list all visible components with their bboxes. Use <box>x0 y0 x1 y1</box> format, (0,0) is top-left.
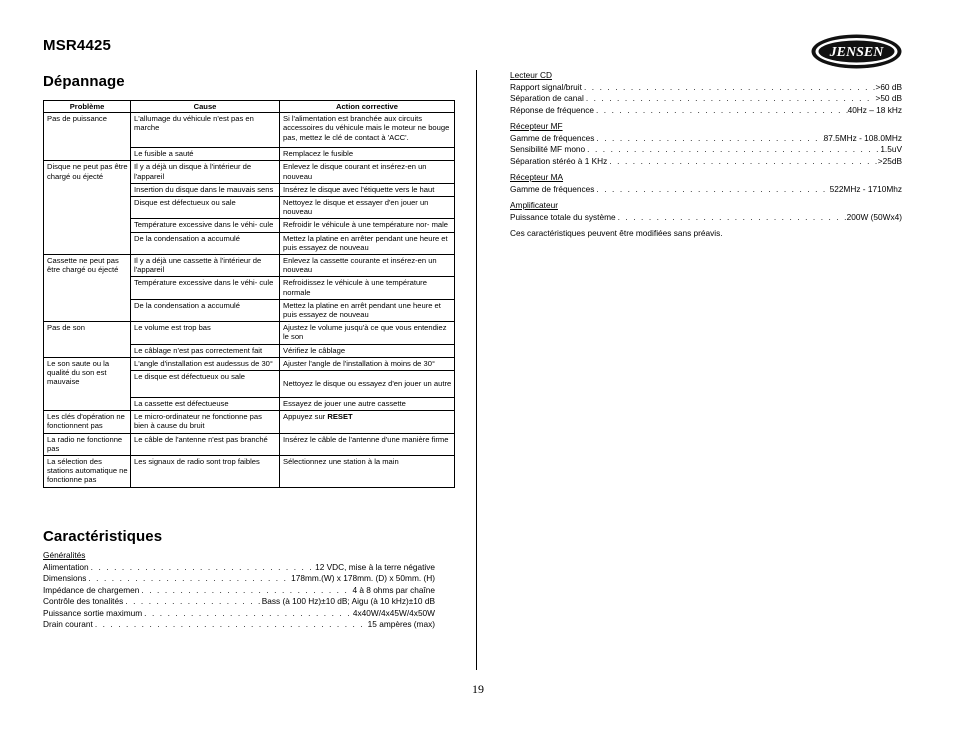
table-row <box>44 113 455 148</box>
troubleshooting-title: Dépannage <box>43 73 125 90</box>
spec-label: Puissance totale du système <box>510 211 616 222</box>
spec-row <box>510 133 902 145</box>
problem-cell: Cassette ne peut pas être chargé ou éjecté <box>44 255 131 322</box>
spec-value: >25dB <box>877 155 902 166</box>
dot-leader <box>594 184 829 196</box>
right-specs <box>510 70 902 240</box>
spec-row <box>43 619 435 631</box>
cause-cell: Il y a déjà un disque à l'intérieur de l'appareil <box>131 161 280 183</box>
spec-value: >50 dB <box>875 93 902 103</box>
fm-heading: Récepteur MF <box>510 121 563 131</box>
spec-value: 4 à 8 ohms par chaîne <box>352 584 435 595</box>
action-cell: Vérifiez le câblage <box>280 344 455 357</box>
spec-label: Sensibilité MF mono <box>510 144 586 154</box>
cause-cell: Le fusible a sauté <box>131 148 280 161</box>
spec-label: Séparation stéréo à 1 KHz <box>510 155 608 166</box>
spec-label: Gamme de fréquences <box>510 183 595 194</box>
cause-cell: Disque est défectueux ou sale <box>131 197 280 219</box>
am-heading: Récepteur MA <box>510 172 564 182</box>
action-cell: Ajustez le volume jusqu'à ce que vous entendiez le son <box>280 322 455 344</box>
action-cell: Mettez la platine en arrêt pendant une heure et puis essayez de nouveau <box>280 299 455 321</box>
dot-leader <box>139 585 352 597</box>
spec-value: 178mm.(W) x 178mm. (D) x 50mm. (H) <box>291 573 435 583</box>
spec-row <box>510 93 902 105</box>
dot-leader <box>594 133 823 145</box>
action-cell: Nettoyez le disque ou essayez d'en jouer un autre <box>280 371 455 398</box>
spec-label: Réponse de fréquence <box>510 104 594 115</box>
jensen-logo <box>810 33 903 70</box>
table-row <box>44 456 455 488</box>
action-cell: Insérez le disque avec l'étiquette vers le haut <box>280 183 455 196</box>
cause-cell: Le micro-ordinateur ne fonctionne pas bien à cause du bruit <box>131 411 280 433</box>
problem-cell: Disque ne peut pas être chargé ou éjecté <box>44 161 131 255</box>
spec-value: 15 ampères (max) <box>367 619 435 629</box>
spec-value: 4x40W/4x45W/4x50W <box>352 607 435 618</box>
dot-leader <box>89 562 315 574</box>
spec-row <box>510 212 902 224</box>
spec-label: Séparation de canal <box>510 93 584 103</box>
action-cell: Enlevez la cassette courante et insérez-en un nouveau <box>280 255 455 277</box>
spec-label: Drain courant <box>43 619 93 629</box>
spec-label: Contrôle des tonalités <box>43 596 124 606</box>
action-cell: Mettez la platine en arrêter pendant une heure et puis essayez de nouveau <box>280 232 455 254</box>
spec-value: 12 VDC, mise à la terre négative <box>315 561 435 572</box>
specifications-title: Caractéristiques <box>43 528 163 545</box>
cause-cell: Le câble de l'antenne n'est pas branché <box>131 433 280 455</box>
amp-specs <box>510 200 902 223</box>
cause-cell: L'angle d'installation est audessus de 30° <box>131 357 280 370</box>
cd-heading: Lecteur CD <box>510 70 552 80</box>
problem-cell: Pas de son <box>44 322 131 358</box>
spec-note: Ces caractéristiques peuvent être modifiées sans préavis. <box>510 228 723 238</box>
column-header-problem: Problème <box>44 101 131 113</box>
table-row <box>44 411 455 433</box>
spec-row <box>43 608 435 620</box>
dot-leader <box>584 93 876 105</box>
dot-leader <box>594 105 848 117</box>
dot-leader <box>585 144 880 156</box>
action-cell: Insérez le câble de l'antenne d'une manière firme <box>280 433 455 455</box>
spec-row <box>43 573 435 585</box>
cause-cell: Le disque est défectueux ou sale <box>131 371 280 398</box>
action-cell: Essayez de jouer une autre cassette <box>280 398 455 411</box>
problem-cell: Pas de puissance <box>44 113 131 161</box>
action-cell: Refroidissez le véhicule à une température normale <box>280 277 455 299</box>
spec-row <box>510 144 902 156</box>
table-row <box>44 255 455 277</box>
problem-cell: La sélection des stations automatique ne fonctionne pas <box>44 456 131 488</box>
spec-label: Dimensions <box>43 573 87 583</box>
logo-text: JENSEN <box>829 45 884 60</box>
spec-value: 40Hz – 18 kHz <box>847 104 902 115</box>
cause-cell: L'allumage du véhicule n'est pas en marche <box>131 113 280 148</box>
general-heading: Généralités <box>43 550 86 560</box>
spec-label: Impédance de chargemen <box>43 584 140 595</box>
reset-label: RESET <box>327 412 353 422</box>
dot-leader <box>86 573 291 585</box>
spec-label: Puissance sortie maximum <box>43 607 143 618</box>
table-header-row <box>44 101 455 113</box>
troubleshooting-table <box>43 100 455 488</box>
action-cell: Nettoyez le disque et essayer d'en jouer un nouveau <box>280 197 455 219</box>
spec-row <box>510 105 902 117</box>
action-cell: Ajuster l'angle de l'installation à moins de 30° <box>280 357 455 370</box>
table-row <box>44 433 455 455</box>
table-row <box>44 161 455 183</box>
spec-label: Rapport signal/bruit <box>510 81 582 92</box>
column-header-action: Action corrective <box>280 101 455 113</box>
column-divider <box>476 70 477 670</box>
spec-row <box>510 184 902 196</box>
cause-cell: De la condensation a accumulé <box>131 299 280 321</box>
problem-cell: Le son saute ou la qualité du son est mauvaise <box>44 357 131 410</box>
column-header-cause: Cause <box>131 101 280 113</box>
spec-label: Gamme de fréquences <box>510 132 595 143</box>
model-name: MSR4425 <box>43 37 112 54</box>
action-cell: Refroidir le véhicule à une température nor- male <box>280 219 455 232</box>
spec-value: Bass (à 100 Hz)±10 dB; Aigu (à 10 kHz)±10 dB <box>261 596 435 606</box>
spec-row <box>43 562 435 574</box>
problem-cell: La radio ne fonctionne pas <box>44 433 131 455</box>
spec-value: 87.5MHz - 108.0MHz <box>823 132 902 143</box>
amp-heading: Amplificateur <box>510 200 558 210</box>
action-text: Appuyez sur <box>283 412 326 422</box>
cause-cell: Température excessive dans le véhi- cule <box>131 277 280 299</box>
cause-cell: De la condensation a accumulé <box>131 232 280 254</box>
action-cell: Sélectionnez une station à la main <box>280 456 455 488</box>
spec-value: >60 dB <box>875 81 902 92</box>
spec-row <box>43 596 435 608</box>
spec-value: 1.5uV <box>880 144 902 154</box>
table-row <box>44 322 455 344</box>
spec-value: 200W (50Wx4) <box>846 211 902 222</box>
table-row <box>44 357 455 370</box>
spec-label: Alimentation <box>43 561 89 572</box>
dot-leader <box>93 619 368 631</box>
problem-cell: Les clés d'opération ne fonctionnent pas <box>44 411 131 433</box>
page-number: 19 <box>472 682 484 696</box>
dot-leader <box>582 82 876 94</box>
cause-cell: Il y a déjà une cassette à l'intérieur de l'appareil <box>131 255 280 277</box>
cause-cell: Le câblage n'est pas correctement fait <box>131 344 280 357</box>
dot-leader <box>607 156 877 168</box>
dot-leader <box>616 212 847 224</box>
spec-row <box>510 82 902 94</box>
cause-cell: La cassette est défectueuse <box>131 398 280 411</box>
cause-cell: Température excessive dans le véhi- cule <box>131 219 280 232</box>
spec-value: 522MHz - 1710Mhz <box>829 183 902 194</box>
cause-cell: Le volume est trop bas <box>131 322 280 344</box>
action-cell <box>280 411 455 433</box>
spec-row <box>510 156 902 168</box>
action-cell: Enlevez le disque courant et insérez-en un nouveau <box>280 161 455 183</box>
spec-row <box>43 585 435 597</box>
general-specs <box>43 550 435 631</box>
cause-cell: Les signaux de radio sont trop faibles <box>131 456 280 488</box>
action-cell: Remplacez le fusible <box>280 148 455 161</box>
am-specs <box>510 172 902 195</box>
cd-specs <box>510 70 902 116</box>
fm-specs <box>510 121 902 167</box>
action-cell: Si l'alimentation est branchée aux circuits accessoires du véhicule mais le moteur ne bouge pas, mettez le clé de contact à 'ACC'. <box>280 113 455 148</box>
cause-cell: Insertion du disque dans le mauvais sens <box>131 183 280 196</box>
dot-leader <box>142 608 353 620</box>
dot-leader <box>123 596 261 608</box>
